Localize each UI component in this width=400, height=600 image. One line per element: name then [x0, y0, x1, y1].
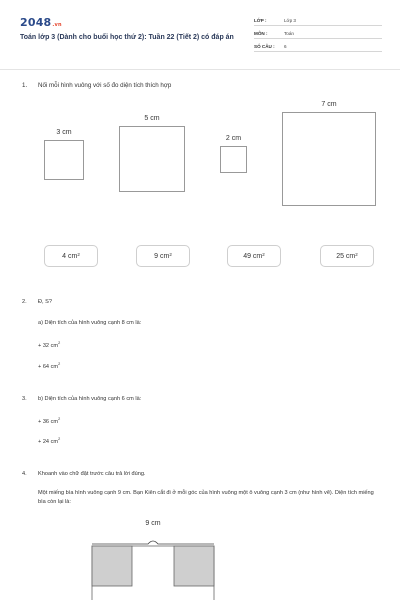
option-value: + 36 cm — [38, 418, 59, 425]
meta-row-subject — [254, 29, 382, 39]
q3-sub: b) Diện tích của hình vuông cạnh 6 cm là: — [38, 396, 142, 402]
square-3cm — [44, 140, 84, 180]
answer-value: 25 cm — [336, 252, 356, 260]
cut-square-figure — [88, 532, 218, 600]
option-exp: 2 — [58, 362, 61, 366]
answer-exp: 2 — [262, 252, 265, 257]
q4-number: 4. — [22, 471, 27, 477]
option-exp: 2 — [58, 417, 61, 421]
header-divider — [0, 69, 400, 70]
site-logo[interactable] — [20, 16, 62, 29]
meta-row-count — [254, 42, 382, 52]
answer-value: 4 cm — [62, 252, 78, 260]
square-label: 7 cm — [321, 101, 337, 108]
answer-value: 49 cm — [243, 252, 263, 260]
option-exp: 2 — [58, 437, 61, 441]
option-value: + 24 cm — [38, 438, 59, 445]
q2-option[interactable] — [38, 362, 60, 370]
meta-value: Toán — [284, 31, 294, 36]
square-7cm — [282, 112, 376, 206]
meta-value: 6 — [284, 44, 287, 49]
q3-number: 3. — [22, 396, 27, 402]
answer-card[interactable] — [44, 245, 98, 267]
meta-row-class — [254, 16, 382, 26]
document-title: Toán lớp 3 (Dành cho buổi học thứ 2): Tuần 22 (Tiết 2) có đáp án — [20, 34, 234, 41]
logo-sup-text: .vn — [52, 22, 62, 28]
q2-option[interactable] — [38, 341, 60, 349]
answer-value: 9 cm — [154, 252, 170, 260]
figure-label: 9 cm — [145, 520, 161, 527]
answer-exp: 2 — [169, 252, 172, 257]
answer-exp: 2 — [355, 252, 358, 257]
meta-key: LỚP : — [254, 18, 267, 23]
q4-paragraph: Một miếng bìa hình vuông cạnh 9 cm. Bạn Kiên cắt đi ở mỗi góc của hình vuông một ô vuông cạnh 3 cm (như hình vẽ). Diện tích miếng bìa còn lại là: — [38, 490, 374, 505]
meta-key: MÔN : — [254, 31, 268, 36]
square-label: 3 cm — [56, 129, 72, 136]
answer-card[interactable] — [136, 245, 190, 267]
q1-number: 1. — [22, 82, 28, 89]
option-value: + 64 cm — [38, 363, 59, 370]
answer-exp: 2 — [77, 252, 80, 257]
q1-text: Nối mỗi hình vuông với số đo diện tích thích hợp — [38, 82, 172, 89]
q4-text: Khoanh vào chữ đặt trước câu trả lời đúng. — [38, 471, 146, 477]
meta-key: SỐ CÂU : — [254, 44, 275, 49]
q2-number: 2. — [22, 299, 27, 305]
option-exp: 2 — [58, 341, 61, 345]
answer-card[interactable] — [320, 245, 374, 267]
q3-option[interactable] — [38, 437, 60, 445]
meta-value: Lớp 3 — [284, 18, 296, 23]
square-label: 2 cm — [225, 135, 242, 142]
square-label: 5 cm — [144, 115, 160, 122]
q3-option[interactable] — [38, 417, 60, 425]
option-value: + 32 cm — [38, 342, 59, 349]
square-5cm — [119, 126, 185, 192]
q2-text: Đ, S? — [38, 299, 52, 305]
answer-card[interactable] — [227, 245, 281, 267]
q2-sub: a) Diện tích của hình vuông cạnh 8 cm là: — [38, 320, 142, 326]
square-2cm — [220, 146, 247, 173]
logo-main-text: 2048 — [20, 16, 52, 29]
